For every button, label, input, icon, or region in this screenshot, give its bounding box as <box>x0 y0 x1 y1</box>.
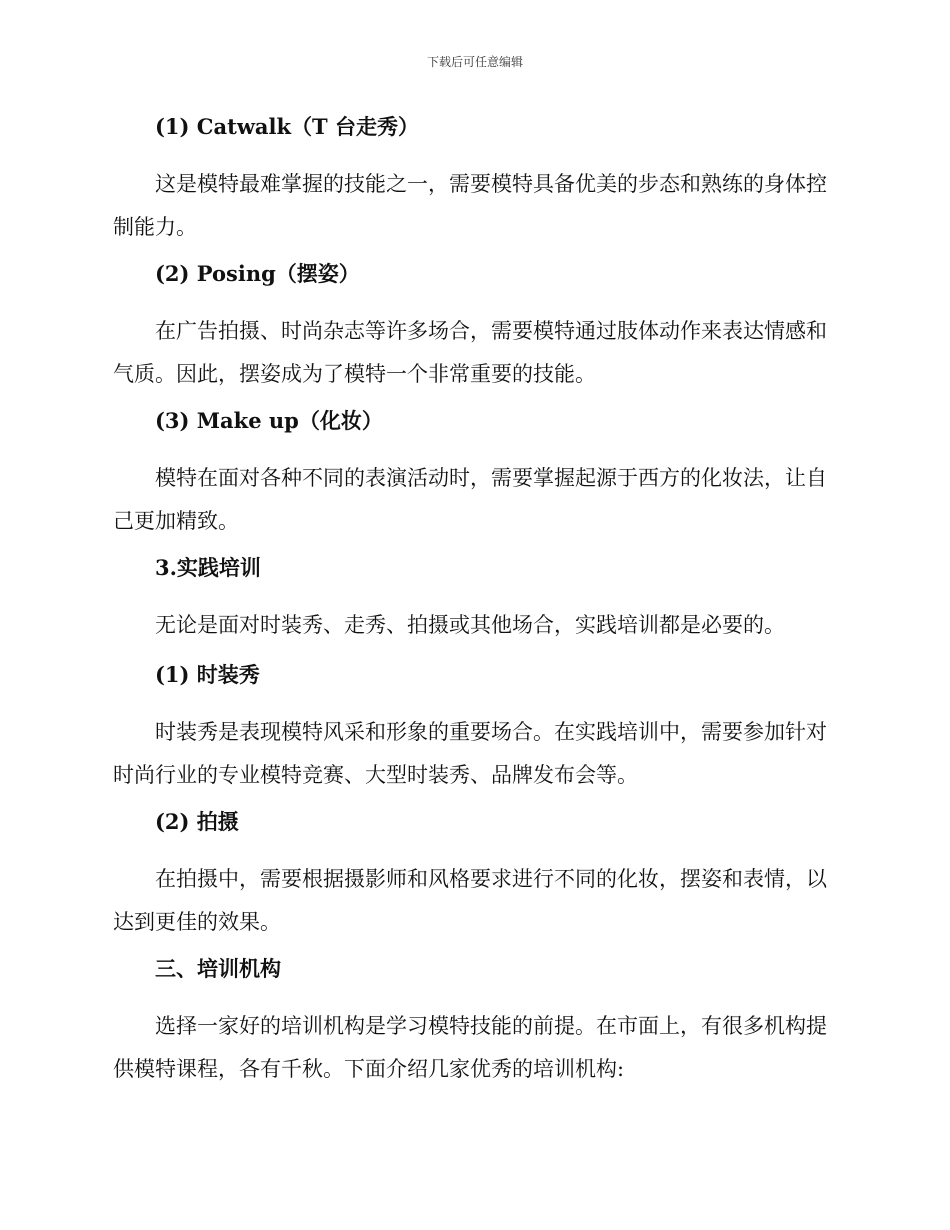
section-heading-makeup: (3) Make up（化妆） <box>155 408 383 433</box>
document-body <box>113 110 833 1099</box>
section-heading-shooting: (2) 拍摄 <box>155 809 239 834</box>
section-heading-institutions: 三、培训机构 <box>155 956 281 981</box>
paragraph-institutions: 选择一家好的培训机构是学习模特技能的前提。在市面上，有很多机构提供模特课程，各有千秋。下面介绍几家优秀的培训机构: <box>113 1014 827 1081</box>
paragraph-practice: 无论是面对时装秀、走秀、拍摄或其他场合，实践培训都是必要的。 <box>155 613 785 637</box>
section-heading-practice: 3.实践培训 <box>155 555 261 580</box>
paragraph-posing: 在广告拍摄、时尚杂志等许多场合，需要模特通过肢体动作来表达情感和气质。因此，摆姿成为了模特一个非常重要的技能。 <box>113 319 827 386</box>
paragraph-makeup: 模特在面对各种不同的表演活动时，需要掌握起源于西方的化妆法，让自己更加精致。 <box>113 466 827 533</box>
page-header: 下载后可任意编辑 <box>426 55 523 69</box>
paragraph-fashion-show: 时装秀是表现模特风采和形象的重要场合。在实践培训中，需要参加针对时尚行业的专业模特竞赛、大型时装秀、品牌发布会等。 <box>113 720 827 787</box>
paragraph-catwalk: 这是模特最难掌握的技能之一，需要模特具备优美的步态和熟练的身体控制能力。 <box>113 172 827 239</box>
section-heading-fashion-show: (1) 时装秀 <box>155 662 260 687</box>
section-heading-posing: (2) Posing（摆姿） <box>155 261 360 286</box>
section-heading-catwalk: (1) Catwalk（T 台走秀） <box>155 114 419 139</box>
paragraph-shooting: 在拍摄中，需要根据摄影师和风格要求进行不同的化妆，摆姿和表情，以达到更佳的效果。 <box>113 867 827 934</box>
